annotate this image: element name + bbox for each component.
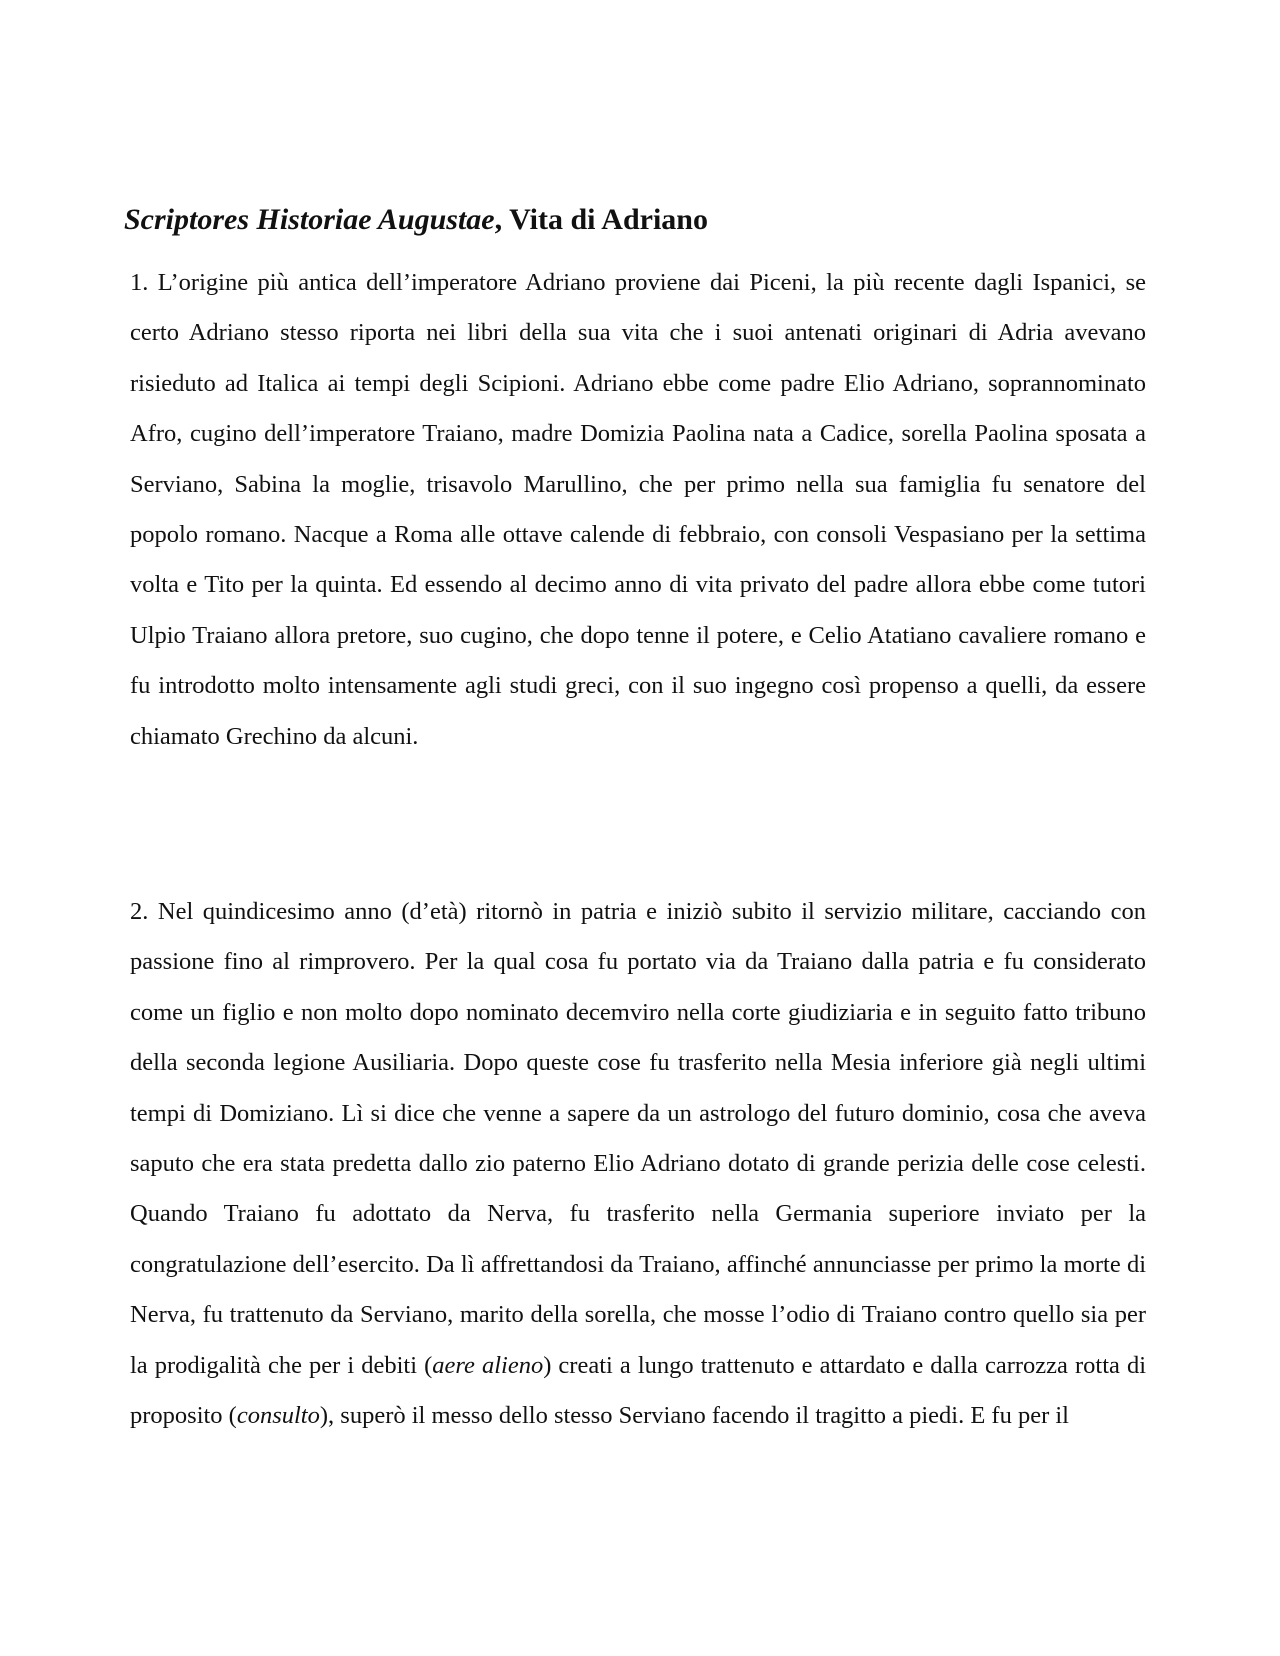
- paragraph-2-text-c: ), superò il messo dello stesso Serviano facendo il tragitto a piedi. E fu per il: [319, 1402, 1069, 1430]
- paragraph-2-italic-term-2: consulto: [236, 1402, 320, 1430]
- document-title: [124, 200, 1164, 240]
- paragraph-2-text-b: ) creati a lungo trattenuto e attardato e dalla carrozza rotta di proposito (: [130, 1351, 1147, 1430]
- paragraph-2: [130, 887, 1146, 1441]
- paragraph-2-italic-term-1: aere alieno: [432, 1351, 544, 1379]
- paragraph-2-text-a: 2. Nel quindicesimo anno (d’età) ritornò in patria e iniziò subito il servizio militare, cacciando con passione fino al rimprovero. Per la qual cosa fu portato via da Traiano dalla patria e fu considerato come un figlio e non molto dopo nominato decemviro nella corte giudiziaria e in seguito fatto tribuno della seconda legione Ausiliaria. Dopo queste cose fu trasferito nella Mesia inferiore già negli ultimi tempi di Domiziano. Lì si dice che venne a sapere da un astrologo del futuro dominio, cosa che aveva saputo che era stata predetta dallo zio paterno Elio Adriano dotato di grande perizia delle cose celesti. Quando Traiano fu adottato da Nerva, fu trasferito nella Germania superiore inviato per la congratulazione dell’esercito. Da lì affrettandosi da Traiano, affinché annunciasse per primo la morte di Nerva, fu trattenuto da Serviano, marito della sorella, che mosse l’odio di Traiano contro quello sia per la prodigalità che per i debiti (: [130, 898, 1146, 1379]
- title-italic-part: Scriptores Historiae Augustae: [124, 203, 495, 236]
- paragraph-1: [130, 258, 1146, 762]
- title-normal-part: , Vita di Adriano: [494, 203, 708, 236]
- paragraph-1-text: 1. L’origine più antica dell’imperatore Adriano proviene dai Piceni, la più recente dagli Ispanici, se certo Adriano stesso riporta nei libri della sua vita che i suoi antenati originari di Adria avevano risieduto ad Italica ai tempi degli Scipioni. Adriano ebbe come padre Elio Adriano, soprannominato Afro, cugino dell’imperatore Traiano, madre Domizia Paolina nata a Cadice, sorella Paolina sposata a Serviano, Sabina la moglie, trisavolo Marullino, che per primo nella sua famiglia fu senatore del popolo romano. Nacque a Roma alle ottave calende di febbraio, con consoli Vespasiano per la settima volta e Tito per la quinta. Ed essendo al decimo anno di vita privato del padre allora ebbe come tutori Ulpio Traiano allora pretore, suo cugino, che dopo tenne il potere, e Celio Atatiano cavaliere romano e fu introdotto molto intensamente agli studi greci, con il suo ingegno così propenso a quelli, da essere chiamato Grechino da alcuni.: [130, 269, 1146, 750]
